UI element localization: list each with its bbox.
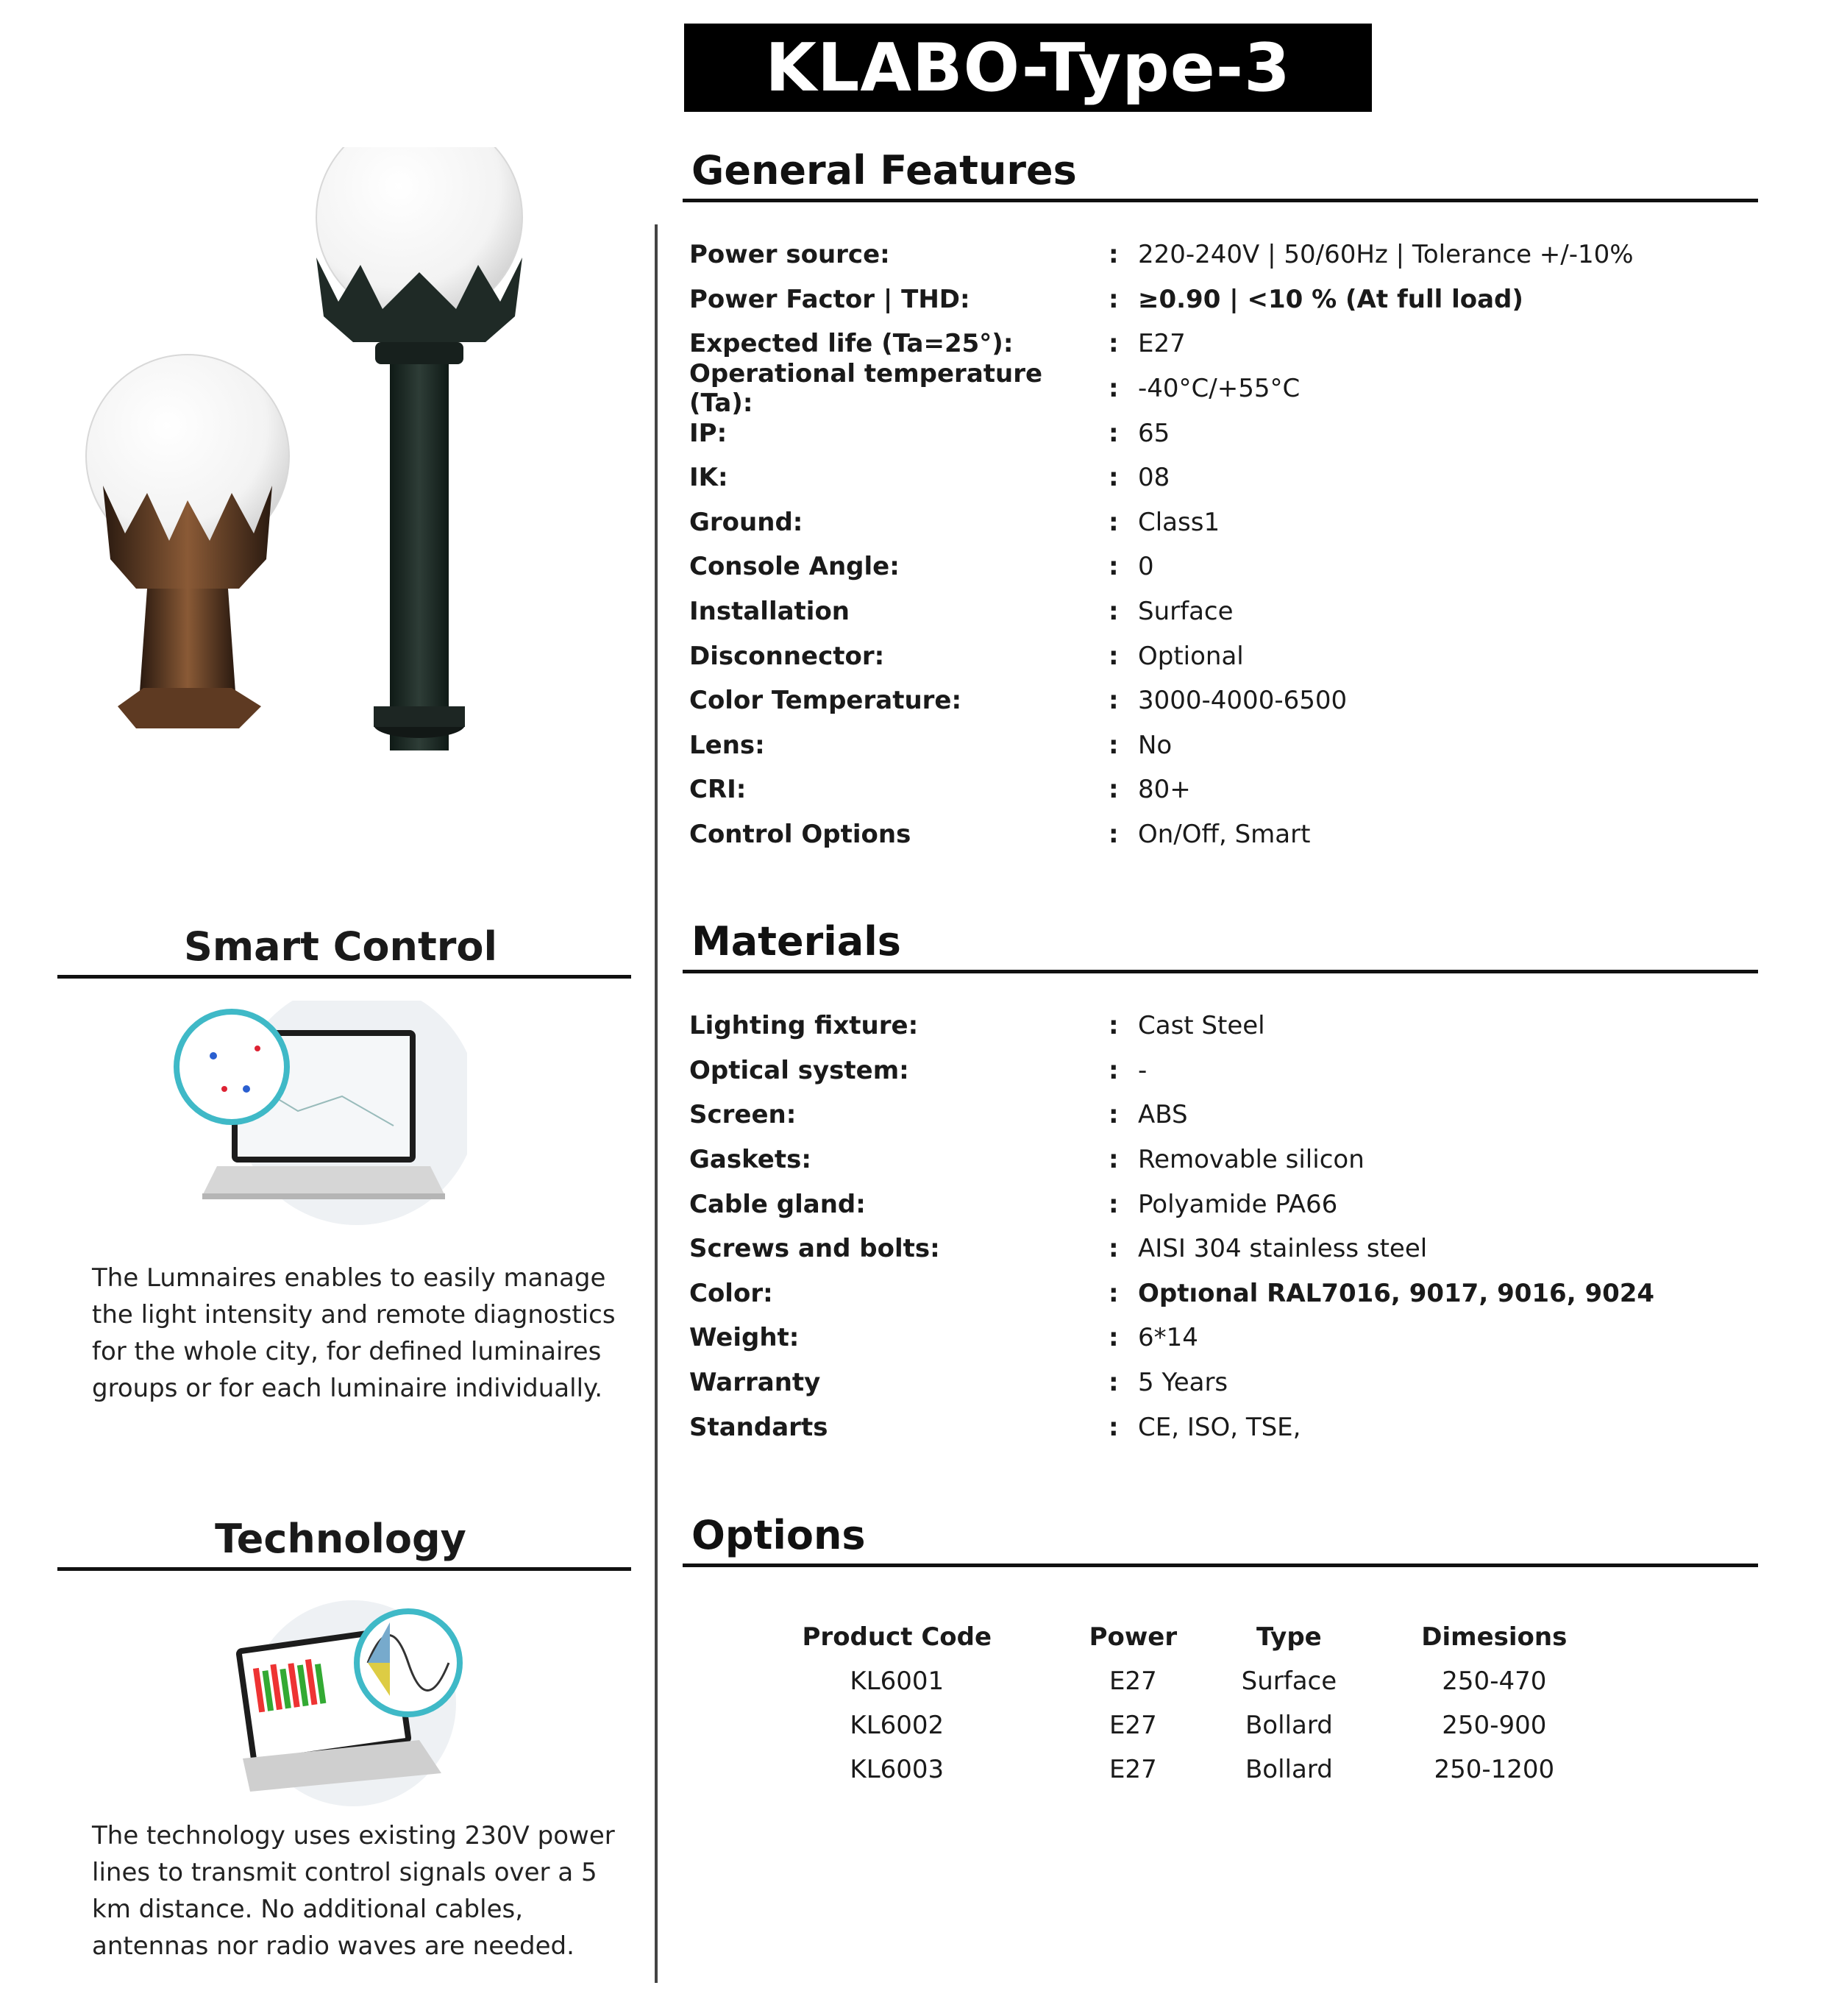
smart-control-laptop-image (173, 1001, 467, 1243)
spec-label: IP: (689, 418, 727, 448)
spec-label: Console Angle: (689, 552, 900, 582)
options-heading: Options (691, 1512, 866, 1558)
smart-control-rule (57, 975, 631, 979)
spec-row: Lens: : No (689, 723, 1756, 768)
spec-value: 220-240V | 50/60Hz | Tolerance +/-10% (1138, 240, 1634, 270)
spec-value: Removable silicon (1138, 1145, 1365, 1175)
spec-value: 3000-4000-6500 (1138, 686, 1348, 716)
spec-value: Cast Steel (1138, 1011, 1265, 1041)
spec-value: Polyamide PA66 (1138, 1189, 1338, 1219)
spec-value: No (1138, 730, 1173, 760)
spec-value: 6*14 (1138, 1323, 1198, 1353)
spec-row: Console Angle: : 0 (689, 544, 1756, 589)
technology-rule (57, 1567, 631, 1571)
spec-value: 5 Years (1138, 1368, 1228, 1398)
spec-value: 0 (1138, 552, 1154, 582)
column-header: Type (1256, 1622, 1322, 1652)
general-features-rule (683, 199, 1758, 202)
spec-row: CRI: : 80+ (689, 767, 1756, 812)
spec-row: Screws and bolts: : AISI 304 stainless steel (689, 1227, 1756, 1271)
table-cell: E27 (1109, 1711, 1157, 1740)
spec-value: -40°C/+55°C (1138, 374, 1301, 404)
column-header: Dimesions (1421, 1622, 1568, 1652)
spec-row: Standarts : CE, ISO, TSE, (689, 1405, 1756, 1449)
spec-row: Power Factor | THD: : ≥0.90 | <10 % (At full load) (689, 277, 1756, 322)
table-cell: KL6001 (850, 1667, 944, 1696)
spec-row: Expected life (Ta=25°): : E27 (689, 322, 1756, 366)
spec-label: Optical system: (689, 1055, 909, 1085)
spec-label: Cable gland: (689, 1189, 866, 1219)
spec-label: Control Options (689, 820, 911, 850)
spec-value: Class1 (1138, 507, 1220, 537)
spec-label: Standarts (689, 1412, 828, 1442)
column-header: Power (1089, 1622, 1178, 1652)
spec-value: AISI 304 stainless steel (1138, 1234, 1428, 1264)
spec-label: Disconnector: (689, 641, 885, 671)
table-cell: E27 (1109, 1667, 1157, 1696)
materials-list (689, 1004, 1756, 1449)
spec-row: Screen: : ABS (689, 1093, 1756, 1137)
table-cell: Bollard (1245, 1755, 1333, 1784)
spec-label: Screen: (689, 1100, 797, 1130)
table-cell: 250-470 (1442, 1667, 1547, 1696)
table-row (736, 1703, 1618, 1747)
spec-label: Color: (689, 1278, 773, 1308)
product-title: KLABO-Type-3 (684, 24, 1372, 112)
spec-value: On/Off, Smart (1138, 820, 1311, 850)
spec-row: IP: : 65 (689, 411, 1756, 455)
spec-row: Lighting fixture: : Cast Steel (689, 1004, 1756, 1048)
table-cell: 250-900 (1442, 1711, 1547, 1740)
general-features-heading: General Features (691, 147, 1077, 194)
spec-row: Installation : Surface (689, 589, 1756, 634)
lamp-illustration (74, 147, 544, 750)
table-cell: Bollard (1245, 1711, 1333, 1740)
spec-row: Warranty : 5 Years (689, 1360, 1756, 1405)
spec-row: Control Options : On/Off, Smart (689, 812, 1756, 857)
options-rule (683, 1564, 1758, 1567)
spec-label: Installation (689, 597, 850, 627)
spec-row: Cable gland: : Polyamide PA66 (689, 1182, 1756, 1227)
table-cell: KL6003 (850, 1755, 944, 1784)
table-cell: KL6002 (850, 1711, 944, 1740)
spec-value: CE, ISO, TSE, (1138, 1412, 1301, 1442)
options-table (736, 1615, 1618, 1792)
table-row (736, 1747, 1618, 1792)
spec-label: Warranty (689, 1368, 821, 1398)
table-cell: E27 (1109, 1755, 1157, 1784)
spec-value: ABS (1138, 1100, 1188, 1130)
spec-value: ≥0.90 | <10 % (At full load) (1138, 284, 1523, 314)
spec-value: Optıonal RAL7016, 9017, 9016, 9024 (1138, 1278, 1655, 1308)
spec-value: - (1138, 1055, 1148, 1085)
spec-label: CRI: (689, 775, 747, 805)
technology-heading: Technology (215, 1516, 466, 1562)
spec-label: Power Factor | THD: (689, 284, 970, 314)
column-header: Product Code (802, 1622, 992, 1652)
spec-value: 65 (1138, 418, 1170, 448)
smart-control-heading: Smart Control (183, 923, 498, 970)
materials-heading: Materials (691, 918, 901, 965)
spec-row: Weight: : 6*14 (689, 1316, 1756, 1360)
spec-row: Optical system: : - (689, 1048, 1756, 1093)
spec-label: Expected life (Ta=25°): (689, 329, 1014, 359)
spec-label: Color Temperature: (689, 686, 962, 716)
spec-row: Color Temperature: : 3000-4000-6500 (689, 678, 1756, 723)
technology-laptop-image (221, 1593, 485, 1814)
spec-label: IK: (689, 463, 728, 493)
spec-value: Surface (1138, 597, 1234, 627)
column-divider (655, 224, 658, 1983)
options-header-row (736, 1615, 1618, 1659)
spec-row: Operational temperature (Ta): : -40°C/+55°C (689, 366, 1756, 411)
technology-text: The technology uses existing 230V power lines to transmit control signals over a 5 km distance. No additional cables, antennas nor radio waves are needed. (92, 1821, 615, 1961)
table-row (736, 1659, 1618, 1703)
spec-row: Ground: : Class1 (689, 500, 1756, 545)
spec-label: Operational temperature (Ta): (689, 359, 1043, 419)
table-cell: 250-1200 (1434, 1755, 1555, 1784)
table-cell: Surface (1241, 1667, 1337, 1696)
spec-label: Lighting fixture: (689, 1011, 919, 1041)
spec-label: Weight: (689, 1323, 800, 1353)
spec-value: 80+ (1138, 775, 1191, 805)
general-features-list (689, 233, 1756, 856)
spec-value: E27 (1138, 329, 1186, 359)
spec-label: Screws and bolts: (689, 1234, 940, 1264)
spec-label: Ground: (689, 507, 803, 537)
spec-value: Optional (1138, 641, 1244, 671)
spec-label: Lens: (689, 730, 765, 760)
spec-row: Gaskets: : Removable silicon (689, 1137, 1756, 1182)
materials-rule (683, 970, 1758, 973)
spec-row: Disconnector: : Optional (689, 633, 1756, 678)
spec-row: Power source: : 220-240V | 50/60Hz | Tolerance +/-10% (689, 233, 1756, 277)
spec-value: 08 (1138, 463, 1170, 493)
smart-control-text: The Lumnaires enables to easily manage the light intensity and remote diagnostics for the whole city, for defined luminaires groups or for each luminaire individually. (92, 1263, 616, 1403)
spec-label: Gaskets: (689, 1145, 811, 1175)
spec-row: Color: : Optıonal RAL7016, 9017, 9016, 9024 (689, 1271, 1756, 1316)
spec-label: Power source: (689, 240, 890, 270)
spec-row: IK: : 08 (689, 455, 1756, 500)
